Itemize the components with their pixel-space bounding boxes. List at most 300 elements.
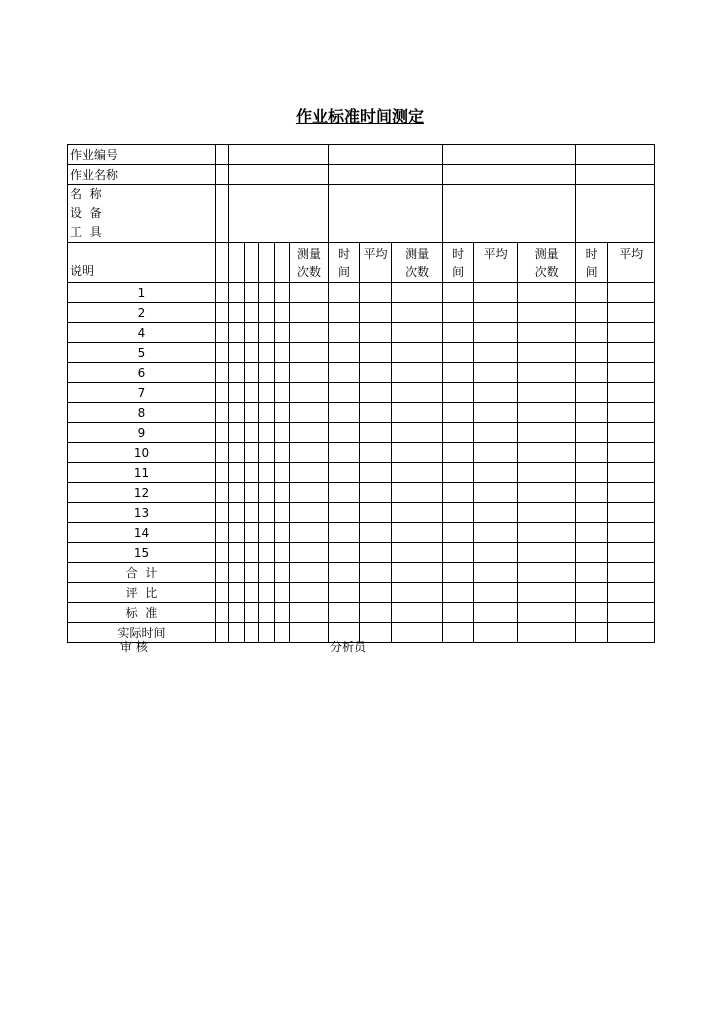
table-cell[interactable] bbox=[518, 383, 576, 403]
table-cell[interactable] bbox=[518, 483, 576, 503]
table-cell[interactable] bbox=[245, 603, 259, 623]
table-cell[interactable] bbox=[216, 463, 229, 483]
table-cell[interactable] bbox=[229, 523, 245, 543]
table-cell[interactable] bbox=[245, 623, 259, 643]
table-cell[interactable] bbox=[275, 523, 290, 543]
row-column-headers bbox=[68, 243, 655, 283]
table-cell[interactable] bbox=[329, 563, 360, 583]
table-cell[interactable] bbox=[229, 603, 245, 623]
table-cell[interactable] bbox=[608, 323, 655, 343]
table-cell[interactable] bbox=[275, 343, 290, 363]
table-cell[interactable] bbox=[216, 503, 229, 523]
table-cell[interactable] bbox=[518, 363, 576, 383]
table-cell[interactable] bbox=[216, 363, 229, 383]
table-cell[interactable] bbox=[245, 543, 259, 563]
table-cell[interactable] bbox=[329, 403, 360, 423]
table-cell[interactable] bbox=[245, 503, 259, 523]
cell[interactable] bbox=[443, 165, 576, 185]
table-cell[interactable] bbox=[608, 543, 655, 563]
table-cell[interactable] bbox=[443, 503, 474, 523]
table-cell[interactable] bbox=[216, 603, 229, 623]
table-cell[interactable] bbox=[216, 483, 229, 503]
table-cell[interactable] bbox=[474, 383, 518, 403]
table-cell[interactable] bbox=[275, 363, 290, 383]
table-cell[interactable] bbox=[259, 603, 275, 623]
table-cell[interactable] bbox=[216, 303, 229, 323]
table-cell[interactable] bbox=[360, 443, 392, 463]
table-cell[interactable] bbox=[392, 603, 443, 623]
table-cell[interactable] bbox=[245, 343, 259, 363]
table-cell[interactable] bbox=[360, 343, 392, 363]
cell bbox=[275, 243, 290, 283]
table-cell[interactable] bbox=[229, 343, 245, 363]
table-cell[interactable] bbox=[216, 283, 229, 303]
table-cell[interactable] bbox=[608, 303, 655, 323]
table-cell[interactable] bbox=[229, 323, 245, 343]
table-cell[interactable] bbox=[443, 543, 474, 563]
table-cell[interactable] bbox=[245, 283, 259, 303]
table-cell[interactable] bbox=[216, 403, 229, 423]
table-cell[interactable] bbox=[608, 363, 655, 383]
table-cell[interactable] bbox=[443, 363, 474, 383]
table-cell[interactable] bbox=[360, 423, 392, 443]
table-cell[interactable] bbox=[474, 443, 518, 463]
group2-time-header: 时 间 bbox=[443, 243, 474, 283]
table-cell[interactable] bbox=[259, 483, 275, 503]
table-cell[interactable] bbox=[229, 363, 245, 383]
table-cell[interactable] bbox=[275, 623, 290, 643]
table-cell[interactable] bbox=[576, 303, 608, 323]
table-cell[interactable] bbox=[329, 503, 360, 523]
table-cell[interactable] bbox=[245, 363, 259, 383]
table-cell[interactable] bbox=[576, 383, 608, 403]
table-cell[interactable] bbox=[259, 303, 275, 323]
table-cell[interactable] bbox=[245, 563, 259, 583]
table-cell[interactable] bbox=[576, 323, 608, 343]
table-cell[interactable] bbox=[360, 483, 392, 503]
table-cell[interactable] bbox=[290, 383, 329, 403]
table-cell[interactable] bbox=[443, 383, 474, 403]
table-cell[interactable] bbox=[392, 383, 443, 403]
table-cell[interactable] bbox=[474, 323, 518, 343]
table-cell[interactable] bbox=[443, 563, 474, 583]
table-cell[interactable] bbox=[608, 623, 655, 643]
table-cell[interactable] bbox=[216, 543, 229, 563]
table-cell[interactable] bbox=[275, 583, 290, 603]
table-cell[interactable] bbox=[259, 463, 275, 483]
table-cell[interactable] bbox=[275, 423, 290, 443]
table-cell[interactable] bbox=[229, 623, 245, 643]
table-cell[interactable] bbox=[229, 463, 245, 483]
description-header: 说明 bbox=[68, 243, 216, 283]
table-cell[interactable] bbox=[608, 523, 655, 543]
table-cell[interactable] bbox=[259, 623, 275, 643]
row-job-number bbox=[68, 145, 655, 165]
table-cell[interactable] bbox=[259, 283, 275, 303]
table-cell[interactable] bbox=[392, 503, 443, 523]
table-cell[interactable] bbox=[392, 543, 443, 563]
table-cell[interactable] bbox=[329, 303, 360, 323]
table-cell[interactable] bbox=[474, 423, 518, 443]
table-cell[interactable] bbox=[329, 443, 360, 463]
table-cell[interactable] bbox=[443, 623, 474, 643]
group2-avg-header: 平均 bbox=[474, 243, 518, 283]
table-cell[interactable] bbox=[443, 443, 474, 463]
table-row bbox=[68, 403, 655, 423]
name-label: 名 称 bbox=[70, 187, 102, 201]
table-cell[interactable] bbox=[275, 323, 290, 343]
table-cell[interactable] bbox=[290, 603, 329, 623]
table-cell[interactable] bbox=[329, 543, 360, 563]
table-cell[interactable] bbox=[443, 283, 474, 303]
table-cell[interactable] bbox=[290, 443, 329, 463]
table-row bbox=[68, 343, 655, 363]
table-cell[interactable] bbox=[608, 583, 655, 603]
table-cell[interactable] bbox=[392, 363, 443, 383]
table-cell[interactable] bbox=[360, 383, 392, 403]
table-cell[interactable] bbox=[608, 383, 655, 403]
table-cell[interactable] bbox=[608, 443, 655, 463]
table-cell[interactable] bbox=[518, 403, 576, 423]
tools-label: 工 具 bbox=[70, 225, 102, 239]
table-cell[interactable] bbox=[518, 583, 576, 603]
table-cell[interactable] bbox=[518, 603, 576, 623]
table-cell[interactable] bbox=[518, 623, 576, 643]
table-cell[interactable] bbox=[216, 423, 229, 443]
table-row bbox=[68, 603, 655, 623]
table-cell[interactable] bbox=[518, 423, 576, 443]
table-cell[interactable] bbox=[290, 403, 329, 423]
cell[interactable] bbox=[576, 165, 655, 185]
table-cell[interactable] bbox=[245, 583, 259, 603]
table-cell[interactable] bbox=[360, 283, 392, 303]
table-cell[interactable] bbox=[474, 583, 518, 603]
table-cell[interactable] bbox=[392, 463, 443, 483]
table-cell[interactable] bbox=[216, 443, 229, 463]
equipment-label: 设 备 bbox=[70, 206, 102, 220]
table-cell[interactable] bbox=[229, 443, 245, 463]
row-label-summary-3: 实际时间 bbox=[68, 623, 216, 643]
table-cell[interactable] bbox=[329, 383, 360, 403]
table-cell[interactable] bbox=[329, 363, 360, 383]
table-cell[interactable] bbox=[259, 343, 275, 363]
table-cell[interactable] bbox=[216, 523, 229, 543]
table-cell[interactable] bbox=[576, 563, 608, 583]
table-cell[interactable] bbox=[275, 403, 290, 423]
table-cell[interactable] bbox=[290, 303, 329, 323]
table-cell[interactable] bbox=[259, 503, 275, 523]
table-cell[interactable] bbox=[392, 583, 443, 603]
table-cell[interactable] bbox=[474, 563, 518, 583]
table-cell[interactable] bbox=[259, 583, 275, 603]
table-cell[interactable] bbox=[275, 563, 290, 583]
analyst-label: 分析员 bbox=[330, 640, 367, 654]
table-cell[interactable] bbox=[275, 303, 290, 323]
table-cell[interactable] bbox=[290, 283, 329, 303]
job-number-value[interactable] bbox=[229, 145, 329, 165]
table-cell[interactable] bbox=[259, 543, 275, 563]
table-cell[interactable] bbox=[329, 483, 360, 503]
table-cell[interactable] bbox=[608, 603, 655, 623]
table-cell[interactable] bbox=[329, 583, 360, 603]
table-cell[interactable] bbox=[275, 603, 290, 623]
cell[interactable] bbox=[216, 185, 229, 243]
table-cell[interactable] bbox=[576, 423, 608, 443]
table-cell[interactable] bbox=[360, 303, 392, 323]
cell bbox=[245, 243, 259, 283]
table-cell[interactable] bbox=[608, 283, 655, 303]
table-cell[interactable] bbox=[259, 323, 275, 343]
table-cell[interactable] bbox=[259, 443, 275, 463]
table-cell[interactable] bbox=[474, 523, 518, 543]
cell[interactable] bbox=[576, 145, 655, 165]
table-cell[interactable] bbox=[245, 303, 259, 323]
table-cell[interactable] bbox=[608, 403, 655, 423]
table-cell[interactable] bbox=[474, 403, 518, 423]
cell[interactable] bbox=[329, 165, 443, 185]
table-cell[interactable] bbox=[608, 563, 655, 583]
table-cell[interactable] bbox=[229, 303, 245, 323]
row-label-summary-1: 评 比 bbox=[68, 583, 216, 603]
table-cell[interactable] bbox=[275, 463, 290, 483]
table-cell[interactable] bbox=[245, 523, 259, 543]
table-cell[interactable] bbox=[518, 443, 576, 463]
table-cell[interactable] bbox=[392, 443, 443, 463]
table-cell[interactable] bbox=[245, 403, 259, 423]
table-cell[interactable] bbox=[229, 423, 245, 443]
row-label-data-10: 12 bbox=[68, 483, 216, 503]
table-cell[interactable] bbox=[259, 383, 275, 403]
table-cell[interactable] bbox=[245, 483, 259, 503]
table-cell[interactable] bbox=[216, 383, 229, 403]
table-cell[interactable] bbox=[518, 303, 576, 323]
table-cell[interactable] bbox=[229, 543, 245, 563]
table-cell[interactable] bbox=[576, 503, 608, 523]
table-cell[interactable] bbox=[474, 543, 518, 563]
table-row bbox=[68, 543, 655, 563]
table-cell[interactable] bbox=[245, 323, 259, 343]
table-cell[interactable] bbox=[329, 423, 360, 443]
table-cell[interactable] bbox=[229, 563, 245, 583]
cell bbox=[259, 243, 275, 283]
group1-count-header: 测量 次数 bbox=[290, 243, 329, 283]
table-cell[interactable] bbox=[576, 463, 608, 483]
table-cell[interactable] bbox=[474, 363, 518, 383]
table-cell[interactable] bbox=[290, 523, 329, 543]
table-cell[interactable] bbox=[474, 503, 518, 523]
table-cell[interactable] bbox=[275, 443, 290, 463]
table-cell[interactable] bbox=[518, 283, 576, 303]
table-cell[interactable] bbox=[245, 383, 259, 403]
table-cell[interactable] bbox=[392, 323, 443, 343]
table-cell[interactable] bbox=[275, 483, 290, 503]
table-row bbox=[68, 383, 655, 403]
table-cell[interactable] bbox=[290, 543, 329, 563]
table-cell[interactable] bbox=[443, 323, 474, 343]
table-cell[interactable] bbox=[392, 423, 443, 443]
table-cell[interactable] bbox=[329, 523, 360, 543]
table-cell[interactable] bbox=[518, 343, 576, 363]
table-cell[interactable] bbox=[216, 563, 229, 583]
table-cell[interactable] bbox=[259, 403, 275, 423]
job-number-label: 作业编号 bbox=[68, 145, 216, 165]
table-cell[interactable] bbox=[259, 423, 275, 443]
table-cell[interactable] bbox=[392, 283, 443, 303]
table-cell[interactable] bbox=[229, 403, 245, 423]
cell[interactable] bbox=[576, 185, 655, 243]
table-cell[interactable] bbox=[229, 283, 245, 303]
row-label-data-0: 1 bbox=[68, 283, 216, 303]
group3-avg-header: 平均 bbox=[608, 243, 655, 283]
table-cell[interactable] bbox=[576, 283, 608, 303]
table-cell[interactable] bbox=[518, 503, 576, 523]
row-label-data-3: 5 bbox=[68, 343, 216, 363]
table-row bbox=[68, 323, 655, 343]
table-cell[interactable] bbox=[360, 323, 392, 343]
group3-count-header: 测量 次数 bbox=[518, 243, 576, 283]
table-cell[interactable] bbox=[275, 283, 290, 303]
table-cell[interactable] bbox=[518, 463, 576, 483]
table-cell[interactable] bbox=[275, 503, 290, 523]
table-cell[interactable] bbox=[576, 583, 608, 603]
table-cell[interactable] bbox=[245, 443, 259, 463]
table-cell[interactable] bbox=[518, 543, 576, 563]
table-row bbox=[68, 443, 655, 463]
table-cell[interactable] bbox=[290, 463, 329, 483]
table-cell[interactable] bbox=[216, 623, 229, 643]
table-cell[interactable] bbox=[360, 523, 392, 543]
table-cell[interactable] bbox=[360, 603, 392, 623]
table-cell[interactable] bbox=[474, 343, 518, 363]
cell[interactable] bbox=[229, 185, 329, 243]
table-row bbox=[68, 303, 655, 323]
table-cell[interactable] bbox=[392, 523, 443, 543]
table-cell[interactable] bbox=[290, 363, 329, 383]
table-cell[interactable] bbox=[392, 623, 443, 643]
table-cell[interactable] bbox=[290, 623, 329, 643]
table-cell[interactable] bbox=[259, 363, 275, 383]
table-cell[interactable] bbox=[360, 503, 392, 523]
table-cell[interactable] bbox=[290, 483, 329, 503]
job-name-value[interactable] bbox=[229, 165, 329, 185]
cell[interactable] bbox=[329, 145, 443, 165]
cell[interactable] bbox=[216, 145, 229, 165]
table-cell[interactable] bbox=[443, 423, 474, 443]
table-cell[interactable] bbox=[474, 303, 518, 323]
table-cell[interactable] bbox=[229, 583, 245, 603]
cell[interactable] bbox=[329, 185, 443, 243]
table-cell[interactable] bbox=[576, 543, 608, 563]
table-cell[interactable] bbox=[392, 403, 443, 423]
table-cell[interactable] bbox=[290, 323, 329, 343]
table-cell[interactable] bbox=[360, 363, 392, 383]
time-study-table bbox=[67, 144, 655, 643]
table-cell[interactable] bbox=[443, 603, 474, 623]
cell[interactable] bbox=[443, 145, 576, 165]
table-cell[interactable] bbox=[229, 503, 245, 523]
table-cell[interactable] bbox=[576, 623, 608, 643]
table-cell[interactable] bbox=[360, 563, 392, 583]
table-cell[interactable] bbox=[576, 403, 608, 423]
table-cell[interactable] bbox=[474, 483, 518, 503]
table-cell[interactable] bbox=[229, 383, 245, 403]
table-cell[interactable] bbox=[443, 523, 474, 543]
table-cell[interactable] bbox=[518, 323, 576, 343]
table-cell[interactable] bbox=[392, 343, 443, 363]
table-cell[interactable] bbox=[576, 343, 608, 363]
table-cell[interactable] bbox=[360, 543, 392, 563]
table-cell[interactable] bbox=[474, 283, 518, 303]
table-cell[interactable] bbox=[474, 463, 518, 483]
table-cell[interactable] bbox=[392, 303, 443, 323]
group2-count-header: 测量 次数 bbox=[392, 243, 443, 283]
table-cell[interactable] bbox=[216, 323, 229, 343]
table-cell[interactable] bbox=[360, 403, 392, 423]
table-cell[interactable] bbox=[576, 523, 608, 543]
table-cell[interactable] bbox=[275, 543, 290, 563]
table-cell[interactable] bbox=[576, 483, 608, 503]
table-cell[interactable] bbox=[216, 583, 229, 603]
table-cell[interactable] bbox=[275, 383, 290, 403]
table-cell[interactable] bbox=[259, 563, 275, 583]
table-cell[interactable] bbox=[360, 463, 392, 483]
table-cell[interactable] bbox=[576, 443, 608, 463]
table-cell[interactable] bbox=[474, 623, 518, 643]
table-cell[interactable] bbox=[245, 463, 259, 483]
table-cell[interactable] bbox=[608, 503, 655, 523]
table-cell[interactable] bbox=[290, 503, 329, 523]
table-cell[interactable] bbox=[443, 303, 474, 323]
table-cell[interactable] bbox=[290, 583, 329, 603]
group3-time-header: 时 间 bbox=[576, 243, 608, 283]
table-cell[interactable] bbox=[443, 403, 474, 423]
table-cell[interactable] bbox=[329, 463, 360, 483]
table-cell[interactable] bbox=[245, 423, 259, 443]
table-cell[interactable] bbox=[229, 483, 245, 503]
table-cell[interactable] bbox=[329, 323, 360, 343]
table-cell[interactable] bbox=[216, 343, 229, 363]
row-label-summary-2: 标 准 bbox=[68, 603, 216, 623]
table-cell[interactable] bbox=[329, 343, 360, 363]
cell bbox=[216, 243, 229, 283]
table-cell[interactable] bbox=[443, 483, 474, 503]
cell[interactable] bbox=[443, 185, 576, 243]
table-cell[interactable] bbox=[443, 343, 474, 363]
table-cell[interactable] bbox=[576, 603, 608, 623]
table-cell[interactable] bbox=[443, 463, 474, 483]
table-cell[interactable] bbox=[290, 423, 329, 443]
table-cell[interactable] bbox=[290, 343, 329, 363]
table-cell[interactable] bbox=[518, 523, 576, 543]
table-cell[interactable] bbox=[329, 283, 360, 303]
cell[interactable] bbox=[216, 165, 229, 185]
table-cell[interactable] bbox=[608, 463, 655, 483]
table-cell[interactable] bbox=[608, 483, 655, 503]
table-cell[interactable] bbox=[608, 343, 655, 363]
table-cell[interactable] bbox=[576, 363, 608, 383]
table-cell[interactable] bbox=[392, 563, 443, 583]
table-cell[interactable] bbox=[259, 523, 275, 543]
table-cell[interactable] bbox=[360, 583, 392, 603]
table-cell[interactable] bbox=[518, 563, 576, 583]
table-cell[interactable] bbox=[329, 603, 360, 623]
table-row bbox=[68, 523, 655, 543]
table-cell[interactable] bbox=[474, 603, 518, 623]
table-cell[interactable] bbox=[290, 563, 329, 583]
table-cell[interactable] bbox=[392, 483, 443, 503]
table-cell[interactable] bbox=[443, 583, 474, 603]
table-cell[interactable] bbox=[608, 423, 655, 443]
